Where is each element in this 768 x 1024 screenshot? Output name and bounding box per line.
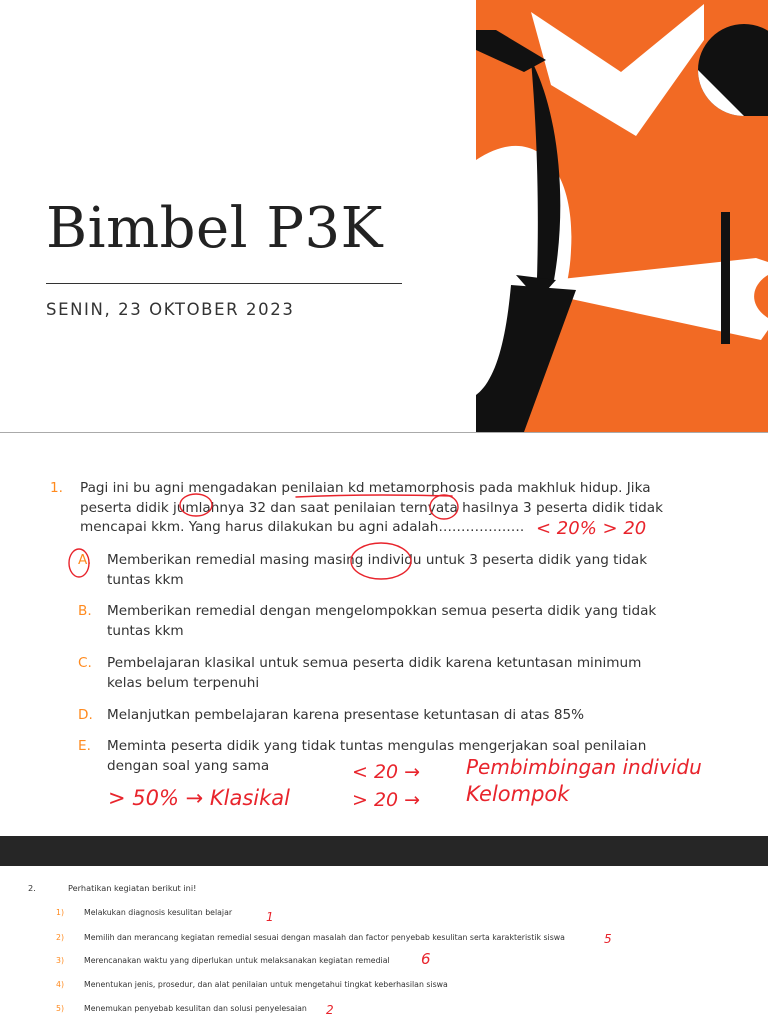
question-text: Perhatikan kegiatan berikut ini! bbox=[68, 883, 197, 893]
item-number: 3) bbox=[56, 956, 65, 965]
item-text: Menemukan penyebab kesulitan dan solusi penyelesaian bbox=[84, 1004, 307, 1013]
question-text: Pagi ini bu agni mengadakan penilaian kd metamorphosis pada makhluk hidup. Jika peserta didik jumlahnya 32 dan saat penilaian ternyata hasilnya 3 peserta didik tidak mencapai kkm. Yang harus dilakukan bu agni adalah………………. bbox=[80, 480, 663, 536]
order-mark: 5 bbox=[604, 932, 612, 946]
list-item bbox=[56, 980, 448, 989]
item-text: Menentukan jenis, prosedur, dan alat penilaian untuk mengetahui tingkat keberhasilan siswa bbox=[84, 980, 448, 989]
option-label: C. bbox=[78, 655, 92, 671]
item-number: 2) bbox=[56, 933, 65, 942]
option-text: Melanjutkan pembelajaran karena presentase ketuntasan di atas 85% bbox=[107, 707, 585, 723]
item-text: Melakukan diagnosis kesulitan belajar bbox=[84, 908, 233, 917]
question-number: 1. bbox=[50, 480, 63, 496]
title-divider bbox=[46, 283, 402, 284]
slide-subtitle: SENIN, 23 OKTOBER 2023 bbox=[46, 300, 295, 319]
option-label: E. bbox=[78, 738, 91, 754]
note-mid-line2: > 20 → bbox=[352, 789, 421, 811]
option-text: Memberikan remedial masing masing individu untuk 3 peserta didik yang tidak tuntas kkm bbox=[107, 552, 648, 588]
order-mark: 6 bbox=[421, 950, 431, 968]
note-mid-line1: < 20 → bbox=[352, 761, 421, 783]
note-right-bottom: Kelompok bbox=[466, 782, 570, 806]
option-text: Pembelajaran klasikal untuk semua peserta didik karena ketuntasan minimum kelas belum terpenuhi bbox=[107, 655, 642, 691]
item-number: 4) bbox=[56, 980, 65, 989]
order-mark: 1 bbox=[266, 910, 274, 924]
list-item bbox=[56, 956, 390, 965]
list-item bbox=[56, 908, 232, 917]
option-label: B. bbox=[78, 603, 92, 619]
option-text: Memberikan remedial dengan mengelompokkan semua peserta didik yang tidak tuntas kkm bbox=[107, 603, 657, 639]
item-text: Memilih dan merancang kegiatan remedial sesuai dengan masalah dan factor penyebab kesulitan serta karakteristik siswa bbox=[84, 933, 565, 942]
note-right-top: Pembimbingan individu bbox=[466, 755, 702, 779]
abstract-art-image bbox=[476, 0, 768, 432]
slide-separator-bar bbox=[0, 836, 768, 866]
question-1-slide bbox=[0, 432, 768, 837]
item-text: Merencanakan waktu yang diperlukan untuk melaksanakan kegiatan remedial bbox=[84, 956, 390, 965]
list-item bbox=[56, 1004, 307, 1013]
order-mark: 2 bbox=[326, 1003, 334, 1017]
option-label: A. bbox=[78, 552, 92, 568]
option-text: Meminta peserta didik yang tidak tuntas mengulas mengerjakan soal penilaian dengan soal yang sama bbox=[107, 738, 647, 774]
question-number: 2. bbox=[28, 883, 36, 893]
option-label: D. bbox=[78, 707, 93, 723]
note-left: > 50% → Klasikal bbox=[108, 786, 291, 810]
note-top: < 20% > 20 bbox=[536, 518, 647, 539]
list-item bbox=[56, 933, 565, 942]
question-2-slide bbox=[0, 866, 768, 1024]
item-number: 5) bbox=[56, 1004, 65, 1013]
title-slide bbox=[0, 0, 768, 432]
question-2 bbox=[28, 883, 196, 893]
item-number: 1) bbox=[56, 908, 65, 917]
slide-title: Bimbel P3K bbox=[46, 196, 384, 261]
